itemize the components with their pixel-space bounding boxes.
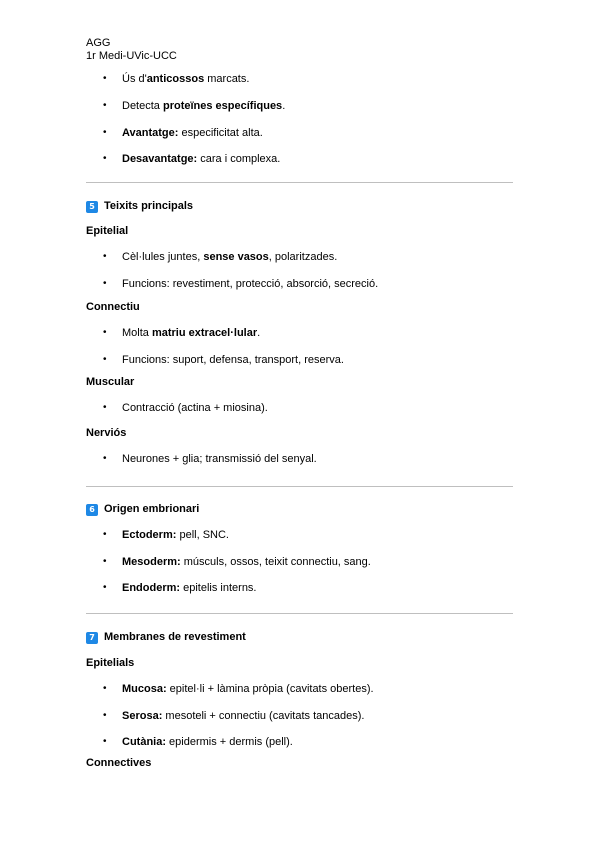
list-item	[86, 127, 526, 141]
list-item	[86, 153, 526, 167]
list-item	[86, 582, 526, 596]
section-6-heading	[86, 503, 526, 517]
bullet-list	[86, 453, 526, 467]
item-text: Ús d'	[122, 73, 147, 85]
bullet-icon: •	[103, 99, 107, 111]
list-item	[86, 529, 526, 543]
list-item	[86, 402, 526, 416]
subsection-epitelial	[86, 225, 526, 304]
subheading-nervios: Nerviós	[86, 427, 127, 439]
section-7-title: Membranes de revestiment	[104, 631, 246, 643]
item-bold-text: Serosa:	[122, 709, 163, 722]
bullet-icon: •	[103, 126, 107, 138]
item-text: pell, SNC.	[176, 528, 229, 541]
section-divider	[86, 613, 513, 614]
item-text: Funcions: suport, defensa, transport, reserva.	[122, 353, 344, 366]
list-item	[86, 278, 526, 292]
item-bold-text: Cutània:	[122, 736, 166, 749]
list-item	[86, 100, 526, 114]
item-text: epidermis + dermis (pell).	[166, 736, 293, 749]
item-text: mesoteli + connectiu (cavitats tancades).	[162, 709, 365, 722]
item-text: marcats.	[204, 73, 250, 85]
subsection-muscular	[86, 376, 526, 429]
item-bold-text: Desavantatge:	[122, 153, 198, 166]
subsection-epitelials	[86, 657, 526, 763]
bullet-icon: •	[103, 709, 107, 721]
bullet-list	[86, 73, 526, 167]
item-text: Contracció (actina + miosina).	[122, 401, 268, 414]
item-text: cara i complexa.	[197, 153, 281, 166]
section-7	[86, 631, 526, 645]
bullet-icon: •	[103, 582, 107, 594]
item-bold-text: sense vasos	[203, 250, 269, 263]
bullet-icon: •	[103, 736, 107, 748]
item-bold-text: Mucosa:	[122, 682, 167, 695]
bullet-list	[86, 402, 526, 416]
top-list	[86, 73, 526, 180]
subheading-connectives: Connectives	[86, 757, 152, 769]
subheading-connectiu: Connectiu	[86, 301, 140, 313]
list-item	[86, 710, 526, 724]
item-bold-text: anticossos	[146, 73, 205, 85]
section-5-heading	[86, 200, 526, 214]
number-7-icon: 7	[86, 632, 98, 644]
section-divider	[86, 486, 513, 487]
bullet-icon: •	[103, 353, 107, 365]
item-text: Detecta	[122, 99, 163, 112]
item-bold-text: proteïnes específiques	[162, 99, 283, 112]
item-bold-text: Avantatge:	[122, 126, 179, 139]
section-6	[86, 503, 526, 609]
item-bold-text: matriu extracel·lular	[151, 326, 258, 339]
item-text: epitelis interns.	[180, 582, 257, 595]
list-item	[86, 683, 526, 697]
item-bold-text: Ectoderm:	[122, 528, 177, 541]
bullet-icon: •	[103, 73, 107, 84]
section-7-heading	[86, 631, 526, 645]
bullet-icon: •	[103, 277, 107, 289]
item-text: Molta	[122, 326, 152, 339]
bullet-icon: •	[103, 401, 107, 413]
bullet-icon: •	[103, 153, 107, 165]
page-header	[86, 37, 177, 63]
subheading-epitelials: Epitelials	[86, 657, 135, 669]
bullet-list	[86, 683, 526, 750]
subsection-connectiu	[86, 301, 526, 380]
list-item	[86, 73, 526, 87]
subheading-muscular: Muscular	[86, 376, 135, 388]
list-item	[86, 556, 526, 570]
list-item	[86, 251, 526, 265]
item-text: Funcions: revestiment, protecció, absorció, secreció.	[122, 277, 379, 290]
item-text: Neurones + glia; transmissió del senyal.	[122, 452, 317, 465]
item-text: , polaritzades.	[268, 250, 338, 263]
bullet-icon: •	[103, 528, 107, 540]
item-text: Cèl·lules juntes,	[122, 250, 204, 263]
bullet-icon: •	[103, 555, 107, 567]
header-course: 1r Medi-UVic-UCC	[86, 50, 177, 62]
section-5-title: Teixits principals	[104, 200, 194, 212]
subsection-connectives	[86, 757, 526, 771]
item-text: especificitat alta.	[178, 126, 263, 139]
bullet-icon: •	[103, 452, 107, 464]
item-text: .	[282, 99, 286, 112]
bullet-icon: •	[103, 682, 107, 694]
list-item	[86, 736, 526, 750]
item-text: .	[257, 326, 261, 339]
item-text: epitel·li + làmina pròpia (cavitats obertes).	[166, 682, 374, 695]
bullet-icon: •	[103, 250, 107, 262]
bullet-list	[86, 529, 526, 596]
bullet-list	[86, 327, 526, 368]
list-item	[86, 327, 526, 341]
number-6-icon: 6	[86, 504, 98, 516]
item-text: músculs, ossos, teixit connectiu, sang.	[180, 555, 371, 568]
item-bold-text: Mesoderm:	[122, 555, 181, 568]
subheading-epitelial: Epitelial	[86, 225, 129, 237]
bullet-list	[86, 251, 526, 292]
section-5	[86, 200, 526, 214]
bullet-icon: •	[103, 326, 107, 338]
item-bold-text: Endoderm:	[122, 582, 181, 595]
list-item	[86, 453, 526, 467]
section-6-title: Origen embrionari	[104, 503, 200, 515]
number-5-icon: 5	[86, 201, 98, 213]
header-initials: AGG	[86, 37, 111, 49]
list-item	[86, 354, 526, 368]
section-divider	[86, 182, 513, 183]
subsection-nervios	[86, 427, 526, 480]
